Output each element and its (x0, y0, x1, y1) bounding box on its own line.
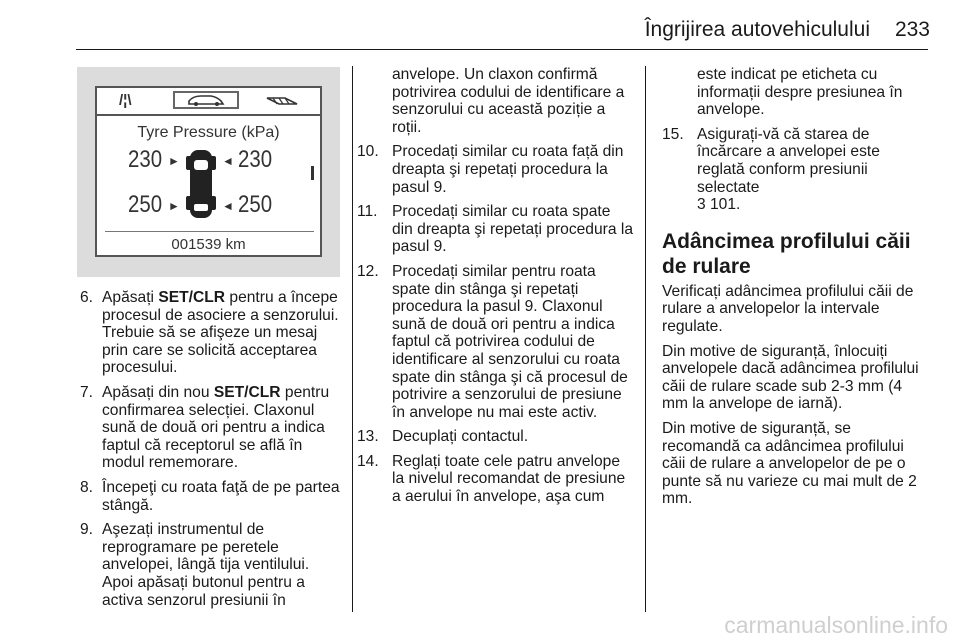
item-number: 10. (357, 143, 379, 161)
page-header-title: Îngrijirea autovehiculului (644, 18, 870, 41)
car-icon (175, 93, 237, 107)
list-item (357, 453, 633, 506)
list-item (357, 428, 633, 446)
list-item (357, 203, 633, 256)
header-divider (76, 49, 928, 50)
item-number: 7. (80, 383, 94, 401)
odometer-reading: 001539 km (171, 236, 246, 253)
car-topview-icon (183, 146, 219, 222)
item-number: 14. (357, 452, 379, 470)
item-text: Procedați similar cu roata spate din dreapta şi repetați procedura la pasul 9. (392, 203, 633, 256)
item-number: 11. (357, 203, 378, 221)
column-1 (80, 289, 343, 616)
item-text: Asigurați-vă că starea de încărcare a anvelopei este reglată conform presiunii selectate 3 101. (697, 125, 880, 214)
display-title: Tyre Pressure (kPa) (137, 124, 280, 141)
item-text: Decuplați contactul. (392, 428, 529, 446)
paragraph: Verificați adâncimea profilului căii de rulare a anvelopelor la intervale regulate. (662, 282, 914, 335)
page-number: 233 (894, 18, 930, 41)
arrow-left-icon: ◄ (222, 199, 234, 213)
pressure-front-left: 230 (128, 146, 163, 173)
pressure-rear-right: 250 (238, 191, 273, 218)
item-number: 6. (80, 289, 94, 306)
list-item (80, 479, 343, 514)
paragraph: Din motive de siguranță, se recomandă ca adâncimea profilului căii de rulare a anvelopelor de pe o punte să nu varieze cu mai mult de 2 mm. (662, 419, 917, 508)
settings-icon (265, 94, 299, 108)
item-number: 12. (357, 262, 379, 280)
paragraph: Din motive de siguranță, înlocuiți anvelopele dacă adâncimea profilului căii de rulare scade sub 2-3 mm (4 mm la anvelope de iarnă). (662, 342, 919, 413)
road-info-icon: /¦\ (119, 92, 132, 109)
arrow-right-icon: ► (168, 199, 180, 213)
scroll-indicator (311, 166, 314, 180)
list-item (80, 384, 343, 472)
list-item-continuation: anvelope. Un claxon confirmă potrivirea codului de identificare a senzorului cu această poziție a roții. (392, 66, 625, 136)
item-text: Aşezați instrumentul de reprogramare pe peretele anvelopei, lângă tija ventilului. Apoi apăsați butonul pentru a activa senzorul presiunii în (102, 521, 310, 609)
item-number: 15. (662, 125, 684, 143)
item-number: 9. (80, 521, 94, 539)
odometer-divider (105, 231, 314, 232)
item-number: 8. (80, 478, 94, 496)
vehicle-tab (173, 91, 239, 109)
pressure-rear-left: 250 (128, 191, 163, 218)
column-divider-2 (645, 66, 646, 612)
item-text: Apăsați SET/CLR pentru a începe procesul de asociere a senzorului. Trebuie să se afişeze un mesaj prin care se solicită acceptarea procesului. (102, 289, 339, 377)
list-item (357, 143, 633, 196)
item-text: Începeţi cu roata faţă de pe partea stângă. (102, 478, 340, 514)
item-text: Procedați similar cu roata față din dreapta şi repetați procedura la pasul 9. (392, 143, 624, 196)
list-item-continuation: este indicat pe eticheta cu informații despre presiunea în anvelope. (697, 66, 903, 119)
instrument-display (95, 86, 322, 257)
arrow-left-icon: ◄ (222, 154, 234, 168)
item-number: 13. (357, 428, 379, 446)
list-item (357, 263, 633, 421)
arrow-right-icon: ► (168, 154, 180, 168)
tyre-pressure-figure (77, 67, 340, 277)
item-text: Procedați similar pentru roata spate din stânga şi repetați procedura la pasul 9. Claxonul sună de două ori pentru a indica faptul că potrivirea codului de identificare al senzorului cu roata spate din stânga şi că procesul de potrivire a senzorului de presiune în anvelope nu mai este activ. (392, 262, 628, 421)
section-heading: Adâncimea profilului căii de rulare (662, 229, 911, 278)
pressure-front-right: 230 (238, 146, 273, 173)
site-watermark: carmanualsonline.info (724, 612, 948, 638)
column-divider-1 (352, 66, 353, 612)
column-2 (357, 66, 633, 513)
column-3 (662, 66, 930, 515)
item-text: Reglați toate cele patru anvelope la nivelul recomandat de presiune a aerului în anvelope, aşa cum (392, 452, 626, 506)
page-reference-link[interactable]: 3 101. (697, 196, 741, 214)
list-item (80, 521, 343, 609)
display-icon-bar (97, 88, 320, 116)
item-text: Apăsați din nou SET/CLR pentru confirmarea selecției. Claxonul sună de două ori pentru a indica faptul că receptorul se află în modul rememorare. (102, 383, 330, 472)
list-item (80, 289, 343, 377)
list-item (662, 126, 930, 214)
